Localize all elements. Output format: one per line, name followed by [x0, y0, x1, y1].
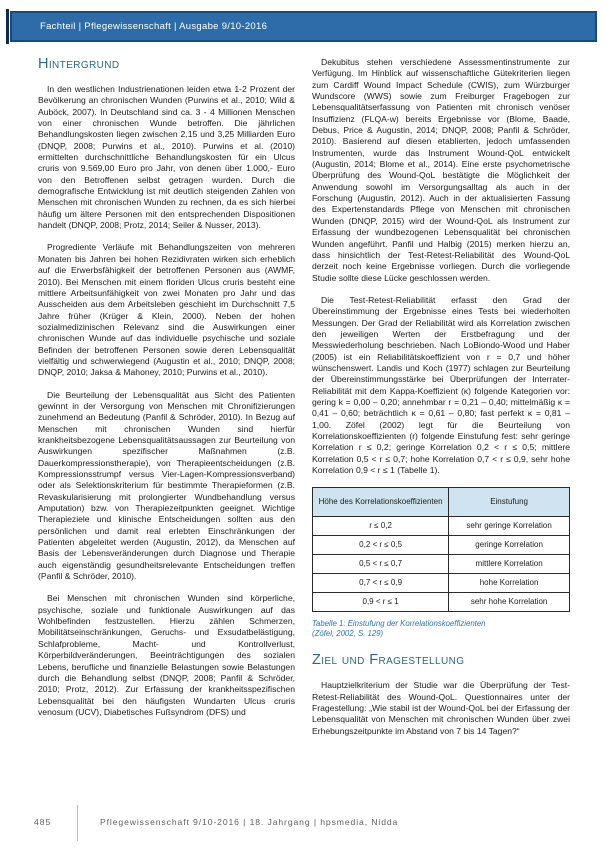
- footer-divider: [77, 805, 78, 841]
- table-row: [313, 536, 570, 555]
- table-cell-range: 0,9 < r ≤ 1: [313, 593, 449, 612]
- table-cell-range: 0,5 < r ≤ 0,7: [313, 555, 449, 574]
- table-cell-range: 0,7 < r ≤ 0,9: [313, 574, 449, 593]
- paragraph-test-retest: Die Test-Retest-Reliabilität erfasst den Grad der Übereinstimmung der Ergebnisse eines Tests bei wiederholten Messungen. Der Grad der Reliabilität wird als Korrelation zwischen den jeweiligen Werten der Erstbefragung und der Messwiederholung beschrieben. Nach LoBiondo-Wood und Haber (2005) ist ein Reliabilitätskoeffizient von r = 0,7 und höher wünschenswert. Landis und Koch (1977) schlagen zur Beurteilung der Übereinstimmungsstärke bei Überprüfungen der Interrater-Reliabilität mit dem Kappa-Koeffizient (κ) folgende Kategorien vor: gering k = 0,00 – 0,20; annehmbar r = 0,21 – 0,40; mittelmäßig κ = 0,41 – 0,60; beträchtlich κ = 0,61 – 0,80; fast perfekt κ = 0,81 – 1,00. Zöfel (2002) legt für die Beurteilung von Korrelationskoeffizienten (r) folgende Einstufung fest: sehr geringe Korrelation r ≤ 0,2; geringe Korrelation 0,2 < r ≤ 0,5; mittlere Korrelation 0,5 < r ≤ 0,7; hohe Korrelation 0,7 < r ≤ 0,9, sehr hohe Korrelation 0,9 < r ≤ 1 (Tabelle 1).: [312, 294, 570, 476]
- journal-header-text: Fachteil | Pflegewissenschaft | Ausgabe 9/10-2016: [40, 21, 268, 32]
- paragraph-background-3: Die Beurteilung der Lebensqualität aus Sicht des Patienten gewinnt in der Versorgung von Menschen mit Chronifizierungen zunehmend an Bedeutung (Panfil & Schröder, 2010). In Bezug auf Menschen mit chronischen Wunden sind hierfür krankheitsbezogene Lebensqualitätsaussagen zur Beurteilung von Auswirkungen spezifischer Maßnahmen (z.B. Dauerkompressionstherapie), von Therapieentscheidungen (z.B. Kompressionsstrumpf versus Vier-Lagen-Kompressionsverband) oder als Selektionskriterium für bestimmte Therapieformen (z.B. Revaskularisierung mit prolongierter Wundbehandlung versus Amputation) bzw. von Therapiezeitpunkten geeignet. Wichtige Therapieziele und klinische Entscheidungen sollten aus den persönlichen und damit real erlebten Einschränkungen der Patienten abgeleitet werden (Augustin, 2012), da Menschen auf Basis der Lebensveränderungen durch Diagnose und Therapie auch eigenständig gesundheitsrelevante Entscheidungen treffen (Panfil & Schröder, 2010).: [38, 389, 295, 582]
- column-right: [312, 57, 570, 748]
- section-heading-ziel-und-fragestellung: Ziel und Fragestellung: [312, 652, 465, 669]
- journal-header-bar: [10, 11, 597, 42]
- table-caption-line2: (Zöfel, 2002, S. 129): [312, 629, 384, 639]
- table-header-rating: Einstufung: [449, 488, 570, 517]
- table-cell-rating: sehr hohe Korrelation: [449, 593, 570, 612]
- table-row: [313, 555, 570, 574]
- table-header-row: [313, 488, 570, 517]
- section-heading-hintergrund: Hintergrund: [38, 56, 120, 72]
- paragraph-research-question: Hauptzielkriterium der Studie war die Überprüfung der Test-Retest-Reliabilität des Wound-QoL. Questionnaires unter der Fragestellung: „Wie stabil ist der Wound-QoL bei der Erfassung der Lebensqualität von Menschen mit chronischen Wunden über zwei Erhebungszeitpunkte im Abstand von 7 bis 14 Tagen?“: [312, 680, 570, 736]
- table-cell-range: r ≤ 0,2: [313, 517, 449, 536]
- table-caption: [312, 619, 570, 639]
- correlation-table: [312, 487, 570, 612]
- paragraph-background-2: Progrediente Verläufe mit Behandlungszeiten von mehreren Monaten bis Jahren bei hohen Rezidivraten wirken sich erheblich auf die Erwerbsfähigkeit der betroffenen Personen aus (AWMF, 2010). Bei Menschen mit einem floriden Ulcus cruris besteht eine mittlere Arbeitsunfähigkeit von zwei Monaten pro Jahr und das Ausscheiden aus dem Arbeitsleben geschieht im Durchschnitt 7,5 Jahre früher (Krüger & Klein, 2000). Neben der hohen sozialmedizinischen Relevanz sind die Auswirkungen einer chronischen Wunde auf das individuelle psychische und soziale Befinden der betroffenen Personen sowie deren Lebensqualität vielfältig und schwerwiegend (Augustin et al., 2010; DNQP, 2008; DNQP, 2010; Jaksa & Mahoney, 2010; Purwins et al., 2010).: [38, 242, 295, 378]
- paragraph-background-4: Bei Menschen mit chronischen Wunden sind körperliche, psychische, soziale und funktionale Auswirkungen auf das Wohlbefinden festzustellen. Hierzu zählen Schmerzen, Mobilitätseinschränkungen, Geruchs- und Exsudatbelästigung, Schlafprobleme, Macht- und Kontrollverlust, Körperbildveränderungen, Beeinträchtigungen des sozialen Lebens, berufliche und finanzielle Belastungen sowie Belastungen durch die Behandlung selbst (DNQP, 2008; Panfil & Schröder, 2010; Protz, 2012). Zur Erfassung der krankheitsspezifischen Lebensqualität bei den häufigsten Wundarten Ulcus cruris venosum (UCV), Diabetisches Fußsyndrom (DFS) und: [38, 593, 295, 717]
- paragraph-instruments: Dekubitus stehen verschiedene Assessmentinstrumente zur Verfügung. Im Hinblick auf wissenschaftliche Gütekriterien liegen zum Cardiff Wound Impact Schedule (CWIS), zum Würzburger Wundscore (WWS) sowie zum Freiburger Fragebogen zur Lebensqualitätserfassung von Patienten mit chronisch venöser Insuffizienz (FLQA-w) bereits Ergebnisse vor (Blome, Baade, Debus, Price & Augustin, 2014; DNQP, 2008; Panfil & Schröder, 2010). Basierend auf diesen etablierten, jedoch umfassenden Instrumenten, wurde das Instrument Wound-QoL entwickelt (Augustin, 2014; Blome et al., 2014). Eine erste psychometrische Überprüfung des Wound-QoL bestätigte die Möglichkeit der Anwendung sowohl im Versorgungsalltag als auch in der Forschung (Augustin, 2012). Auch in der aktualisierten Fassung des Expertenstandards Pflege von Menschen mit chronischen Wunden (DNQP, 2015) wird der Wound-QoL als Instrument zur Erfassung der wundbezogenen Lebensqualität bei chronischen Wunden angeführt. Panfil und Halbig (2015) merken hierzu an, dass hinsichtlich der Test-Retest-Reliabilität des Wound-QoL derzeit noch keine Ergebnisse vorliegen. Durch die vorliegende Studie sollte diese Lücke geschlossen werden.: [312, 57, 570, 283]
- table-cell-rating: sehr geringe Korrelation: [449, 517, 570, 536]
- table-cell-rating: hohe Korrelation: [449, 574, 570, 593]
- table-header-coefficient: Höhe des Korrelationskoeffizienten: [313, 488, 449, 517]
- table-cell-rating: mittlere Korrelation: [449, 555, 570, 574]
- paragraph-background-1: In den westlichen Industrienationen leiden etwa 1-2 Prozent der Bevölkerung an chronischen Wunden (Purwins et al., 2010; Wild & Auböck, 2007). In Deutschland sind ca. 3 - 4 Millionen Menschen von einer chronischen Wunde betroffen. Die jährlichen Behandlungskosten liegen zwischen 2,15 und 3,25 Milliarden Euro (DNQP, 2008; Purwins et al., 2010). Purwins et al. (2010) ermittelten durchschnittliche Behandlungskosten für ein Ulcus cruris von 9.569,00 Euro pro Jahr, von denen über 1.000,- Euro von den Betroffenen selbst getragen wurden. Durch die demografische Entwicklung ist mit deutlich steigenden Zahlen von Menschen mit chronischen Wunden zu rechnen, da es sich hierbei häufig um ältere Personen mit den entsprechenden Dispositionen handelt (DNQP, 2008; Protz, 2014; Seiler & Nusser, 2013).: [38, 84, 295, 231]
- table-row: [313, 574, 570, 593]
- table-cell-rating: geringe Korrelation: [449, 536, 570, 555]
- footer-page-number: 485: [34, 817, 52, 827]
- table-caption-line1: Tabelle 1: Einstufung der Korrelationskoeffizienten: [312, 619, 486, 629]
- table-row: [313, 593, 570, 612]
- column-left: [38, 57, 295, 729]
- page-spine-accent: [6, 9, 9, 44]
- footer-journal-text: Pflegewissenschaft 9/10-2016 | 18. Jahrgang | hpsmedia, Nidda: [100, 817, 399, 827]
- table-row: [313, 517, 570, 536]
- table-cell-range: 0,2 < r ≤ 0,5: [313, 536, 449, 555]
